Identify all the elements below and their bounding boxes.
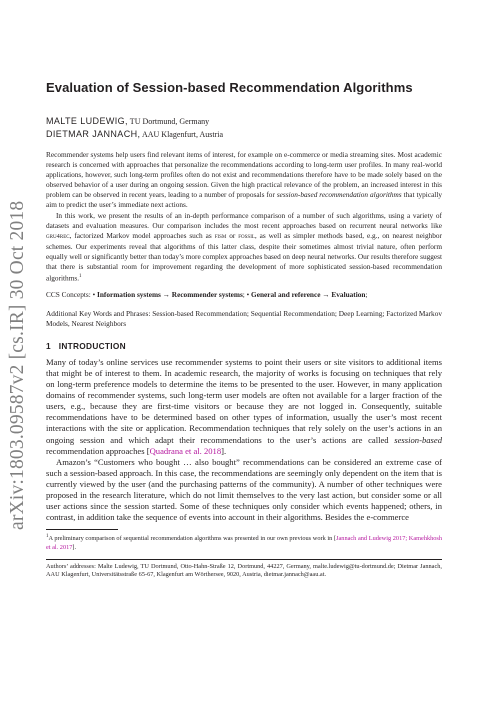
introduction-body xyxy=(46,357,442,523)
citation-link[interactable]: Jannach and Ludewig 2017; Kamehkhosh et al. 2017 xyxy=(46,535,443,552)
abstract-paragraph-1 xyxy=(46,150,442,211)
method-name: fism xyxy=(214,232,227,240)
body-emphasis: session-based xyxy=(394,434,442,445)
body-text: recommendation approaches [ xyxy=(46,445,150,456)
footnote-text: A preliminary comparison of sequential recommendation algorithms was presented in our own previous work in [ xyxy=(48,535,337,543)
section-title: INTRODUCTION xyxy=(58,340,126,351)
arxiv-stamp: arXiv:1803.09587v2 [cs.IR] 30 Oct 2018 xyxy=(7,200,28,530)
author-line-2 xyxy=(46,128,442,141)
ccs-concept: Information systems → Recommender systems xyxy=(97,289,243,299)
ccs-separator: ; • xyxy=(242,289,252,299)
method-name: fossil xyxy=(238,232,255,240)
abstract-text: , as well as simpler methods based, e.g., on nearest neighbor schemes. Our experiments reveal that algorithms of this latter class, despite their sometimes almost trivial nature, often perform equally well or significantly better than today’s more complex approaches based on deep neural networks. Our results therefore suggest that there is substantial room for improvement regarding the development of more sophisticated session-based recommendation algorithms. xyxy=(46,230,442,283)
intro-paragraph-1 xyxy=(46,357,442,457)
ccs-concepts xyxy=(46,290,442,300)
footnote-rule xyxy=(46,529,118,530)
author-affiliation: TU Dortmund, Germany xyxy=(127,117,210,126)
section-heading xyxy=(46,341,442,351)
author-line-1 xyxy=(46,115,442,128)
body-text: ]. xyxy=(221,445,227,456)
intro-paragraph-2: Amazon’s “Customers who bought … also bought” recommendations can be considered an extreme case of such a session-based approach. In this case, the recommendations are seemingly only dependent on the item that is currently viewed by the user (and the purchasing patterns of the community). A number of other techniques were proposed in the research literature, which do not limit themselves to the very last action, but consider some or all user actions since the session started. Some of these techniques only consider which events happened; others, in contrast, in addition take the sequence of events into account in their algorithms. Besides the e-commerce xyxy=(46,456,442,523)
paper-title: Evaluation of Session-based Recommendation Algorithms xyxy=(46,80,413,95)
ccs-end: ; xyxy=(365,289,368,299)
abstract-text: , factorized Markov model approaches such as xyxy=(69,230,215,240)
section-number: 1 xyxy=(46,340,51,351)
footnote-marker: 1 xyxy=(79,274,82,280)
ccs-label: CCS Concepts: • xyxy=(46,289,98,299)
abstract-text: that typically aim to predict the user’s immediate next actions. xyxy=(46,190,443,210)
abstract xyxy=(46,150,442,284)
author-name: DIETMAR JANNACH, xyxy=(46,129,141,139)
author-affiliation: AAU Klagenfurt, Austria xyxy=(140,130,224,139)
footnote xyxy=(46,533,442,552)
citation-link[interactable]: Quadrana et al. 2018 xyxy=(149,445,222,456)
abstract-text: In this work, we present the results of an in-depth performance comparison of a number of such algorithms, using a variety of datasets and evaluation measures. Our comparison includes the most recent approaches based on recurrent neural networks like xyxy=(46,210,442,230)
body-text: Many of today’s online services use recommender systems to point their users or site visitors to additional items that might be of interest to them. In academic research, the majority of works is focusing on techniques that rely on long-term preference models to determine the items to be presented to the user. However, in many application domains of recommender systems, such long-term user models are often not available for a larger fraction of the users, e.g., because they are first-time visitors or because they are not logged in. Consequently, suitable recommendations have to be determined based on other types of information, usually the user’s most recent interactions with the site or application. Recommendation techniques that rely solely on the user’s actions in an ongoing session and which adapt their recommendations to the user’s actions are called xyxy=(46,356,442,445)
abstract-paragraph-2 xyxy=(46,211,442,284)
abstract-text: Recommender systems help users find relevant items of interest, for example on e-commerce or media streaming sites. Most academic research is concerned with approaches that personalize the recommendations according to long-term user profiles. In many real-world applications, however, such long-term profiles often do not exist and recommendations therefore have to be made solely based on the observed behavior of a user during an ongoing session. Given the high practical relevance of the problem, an increased interest in this problem can be observed in recent years, leading to a number of proposals for xyxy=(46,150,442,200)
paper-page xyxy=(46,80,442,580)
keywords: Additional Key Words and Phrases: Session-based Recommendation; Sequential Recommendation; Deep Learning; Factorized Markov Models, Nearest Neighbors xyxy=(46,308,442,328)
method-name: gru4rec xyxy=(46,232,70,240)
ccs-concept: General and reference → Evaluation xyxy=(251,289,366,299)
author-addresses: Authors’ addresses: Malte Ludewig, TU Dortmund, Otto-Hahn-Straße 12, Dortmund, 44227, Germany, malte.ludewig@tu-dortmund.de; Dietmar Jannach, AAU Klagenfurt, Universitätsstraße 65-67, Klagenfurt am Wörthersee, 9020, Austria, dietmar.jannach@aau.at. xyxy=(46,559,442,580)
footnote-text: ]. xyxy=(72,544,77,552)
abstract-emphasis: session-based recommendation algorithms xyxy=(276,190,402,200)
footnote-mark: 1 xyxy=(46,534,49,540)
abstract-text: or xyxy=(226,230,239,240)
author-name: MALTE LUDEWIG, xyxy=(46,116,128,126)
